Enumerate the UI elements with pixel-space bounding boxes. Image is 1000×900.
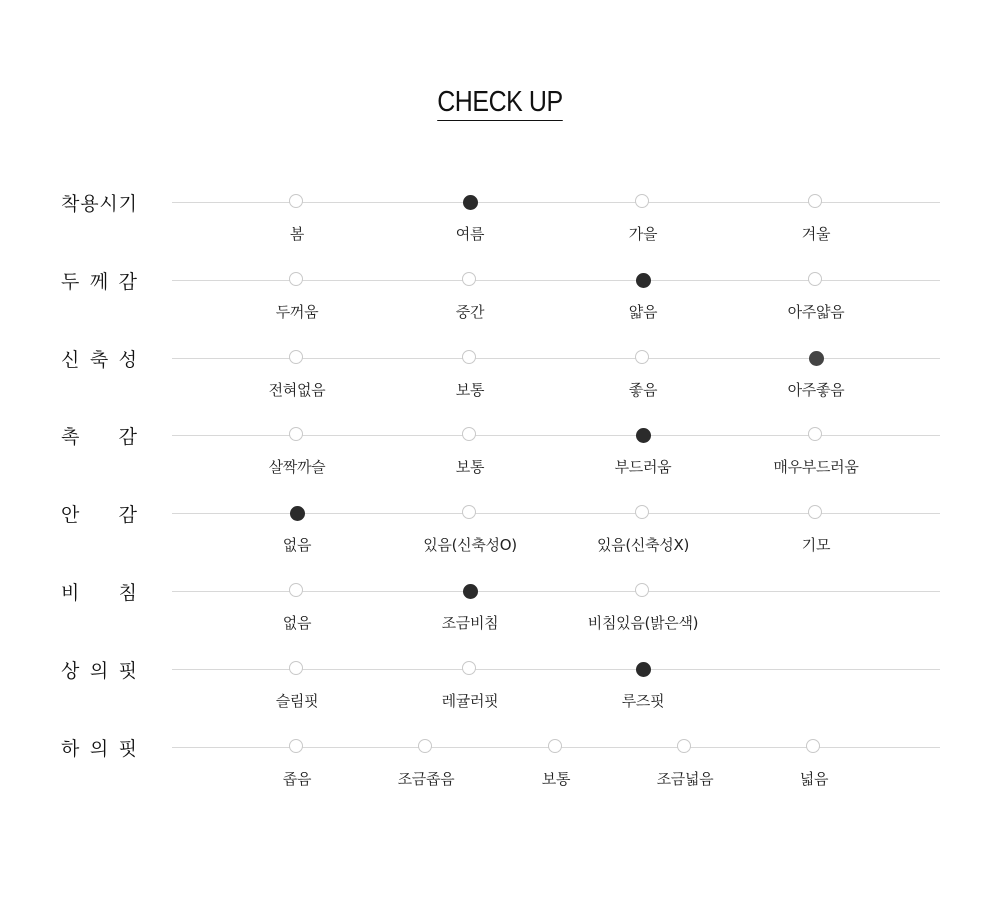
option-label: 비침있음(밝은색): [587, 614, 699, 632]
row-track-line: [172, 513, 940, 514]
row-label: 착 용 시 기: [61, 192, 137, 215]
option-label: 살짝까슬: [268, 458, 326, 476]
option-label: 겨울: [801, 225, 831, 243]
option-label: 조금비침: [441, 614, 499, 632]
radio-dot[interactable]: [635, 350, 649, 364]
option-label: 있음(신축성X): [596, 536, 690, 554]
row-track-line: [172, 591, 940, 592]
option-label: 좁음: [282, 770, 312, 788]
radio-dot[interactable]: [808, 272, 822, 286]
row-label: 상 의 핏: [61, 659, 137, 682]
radio-dot[interactable]: [289, 194, 303, 208]
radio-dot[interactable]: [289, 661, 303, 675]
selected-radio-dot[interactable]: [463, 584, 478, 599]
row-label: 두 께 감: [61, 270, 137, 293]
radio-dot[interactable]: [462, 350, 476, 364]
row-label: 하 의 핏: [61, 737, 137, 760]
radio-dot[interactable]: [289, 350, 303, 364]
radio-dot[interactable]: [462, 661, 476, 675]
row-track-line: [172, 202, 940, 203]
option-label: 전혀없음: [268, 381, 326, 399]
radio-dot[interactable]: [635, 194, 649, 208]
selected-radio-dot[interactable]: [463, 195, 478, 210]
radio-dot[interactable]: [808, 505, 822, 519]
selected-radio-dot[interactable]: [636, 273, 651, 288]
checkup-row: [0, 737, 1000, 807]
radio-dot[interactable]: [808, 194, 822, 208]
radio-dot[interactable]: [289, 739, 303, 753]
radio-dot[interactable]: [677, 739, 691, 753]
option-label: 보통: [455, 458, 485, 476]
check-up-title: CHECK UP: [437, 86, 562, 121]
option-label: 레귤러핏: [441, 692, 499, 710]
checkup-row: [0, 659, 1000, 729]
radio-dot[interactable]: [418, 739, 432, 753]
option-label: 봄: [289, 225, 305, 243]
row-label: 비 침: [61, 581, 137, 604]
option-label: 아주얇음: [787, 303, 845, 321]
row-track-line: [172, 280, 940, 281]
option-label: 가을: [628, 225, 658, 243]
checkup-row: [0, 192, 1000, 262]
option-label: 중간: [455, 303, 485, 321]
radio-dot[interactable]: [806, 739, 820, 753]
radio-dot[interactable]: [462, 272, 476, 286]
selected-radio-dot[interactable]: [290, 506, 305, 521]
row-track-line: [172, 358, 940, 359]
option-label: 보통: [455, 381, 485, 399]
radio-dot[interactable]: [289, 427, 303, 441]
option-label: 좋음: [628, 381, 658, 399]
checkup-row: [0, 348, 1000, 418]
option-label: 조금넓음: [656, 770, 714, 788]
option-label: 넓음: [799, 770, 829, 788]
option-label: 여름: [455, 225, 485, 243]
option-label: 기모: [801, 536, 831, 554]
row-label: 촉 감: [61, 425, 137, 448]
option-label: 보통: [541, 770, 571, 788]
row-track-line: [172, 669, 940, 670]
option-label: 조금좁음: [397, 770, 455, 788]
radio-dot[interactable]: [289, 272, 303, 286]
checkup-row: [0, 503, 1000, 573]
option-label: 루즈핏: [621, 692, 665, 710]
option-label: 없음: [282, 614, 312, 632]
selected-radio-dot[interactable]: [809, 351, 824, 366]
check-up-title-wrap: [0, 86, 1000, 121]
checkup-row: [0, 581, 1000, 651]
radio-dot[interactable]: [635, 505, 649, 519]
row-label: 신 축 성: [61, 348, 137, 371]
radio-dot[interactable]: [289, 583, 303, 597]
selected-radio-dot[interactable]: [636, 662, 651, 677]
option-label: 슬림핏: [275, 692, 319, 710]
radio-dot[interactable]: [635, 583, 649, 597]
option-label: 얇음: [628, 303, 658, 321]
radio-dot[interactable]: [462, 427, 476, 441]
selected-radio-dot[interactable]: [636, 428, 651, 443]
option-label: 매우부드러움: [773, 458, 859, 476]
option-label: 없음: [282, 536, 312, 554]
option-label: 아주좋음: [787, 381, 845, 399]
checkup-row: [0, 425, 1000, 495]
option-label: 있음(신축성O): [423, 536, 517, 554]
option-label: 두꺼움: [275, 303, 319, 321]
radio-dot[interactable]: [808, 427, 822, 441]
radio-dot[interactable]: [462, 505, 476, 519]
checkup-row: [0, 270, 1000, 340]
option-label: 부드러움: [614, 458, 672, 476]
row-track-line: [172, 435, 940, 436]
row-label: 안 감: [61, 503, 137, 526]
radio-dot[interactable]: [548, 739, 562, 753]
